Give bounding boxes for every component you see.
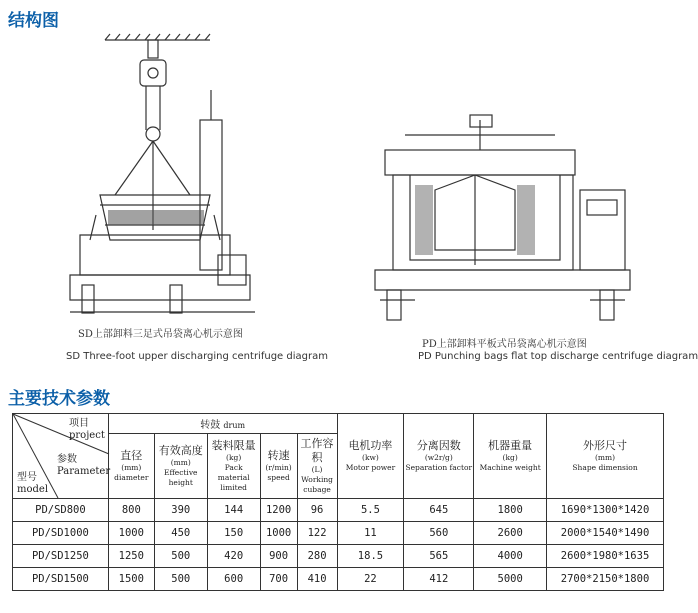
value-cell: 11: [337, 522, 404, 545]
sd-caption-en: SD Three-foot upper discharging centrifuge diagram: [66, 351, 328, 362]
value-cell: 1200: [260, 499, 297, 522]
value-cell: 280: [297, 545, 337, 568]
corner-project-cn: 项目: [69, 418, 89, 429]
value-cell: 800: [108, 499, 154, 522]
value-cell: 900: [260, 545, 297, 568]
value-cell: 144: [207, 499, 260, 522]
col-header-volume: 工作容积 (L) Working cubage: [297, 434, 337, 499]
col-header-load: 装料限量 (kg) Pack material limited: [207, 434, 260, 499]
specs-heading: 主要技术参数: [8, 389, 110, 409]
pd-caption-cn: PD上部卸料平板式吊袋离心机示意图: [422, 339, 587, 350]
corner-model-cn: 型号: [17, 472, 37, 483]
col-header-speed: 转速 (r/min) speed: [260, 434, 297, 499]
col-header-dimension: 外形尺寸 (mm) Shape dimension: [547, 414, 664, 499]
value-cell: 1800: [474, 499, 547, 522]
drum-group-header: 转鼓 drum: [108, 414, 337, 434]
value-cell: 2600*1980*1635: [547, 545, 664, 568]
value-cell: 5.5: [337, 499, 404, 522]
value-cell: 600: [207, 568, 260, 591]
value-cell: 700: [260, 568, 297, 591]
value-cell: 1250: [108, 545, 154, 568]
value-cell: 560: [404, 522, 474, 545]
corner-param-en: Parameter: [57, 466, 111, 477]
value-cell: 500: [154, 545, 207, 568]
col-header-motor: 电机功率 (kw) Motor power: [337, 414, 404, 499]
model-cell: PD/SD800: [13, 499, 109, 522]
col-header-height: 有效高度 (mm) Effective height: [154, 434, 207, 499]
value-cell: 420: [207, 545, 260, 568]
value-cell: 565: [404, 545, 474, 568]
table-row: [13, 522, 664, 545]
table-corner-header: [13, 414, 109, 499]
model-cell: PD/SD1000: [13, 522, 109, 545]
corner-model-en: model: [17, 484, 49, 495]
value-cell: 2000*1540*1490: [547, 522, 664, 545]
value-cell: 150: [207, 522, 260, 545]
sd-caption-cn: SD上部卸料三足式吊袋离心机示意图: [78, 329, 243, 340]
model-cell: PD/SD1250: [13, 545, 109, 568]
structure-heading: 结构图: [8, 11, 59, 31]
value-cell: 645: [404, 499, 474, 522]
col-header-diameter: 直径 (mm) diameter: [108, 434, 154, 499]
pd-caption-en: PD Punching bags flat top discharge centrifuge diagram: [418, 351, 698, 362]
table-row: [13, 499, 664, 522]
pd-centrifuge-diagram: [375, 115, 635, 325]
value-cell: 450: [154, 522, 207, 545]
value-cell: 22: [337, 568, 404, 591]
col-header-separation: 分离因数 (w2r/g) Separation factor: [404, 414, 474, 499]
model-cell: PD/SD1500: [13, 568, 109, 591]
table-row: [13, 545, 664, 568]
spec-table: [12, 413, 664, 591]
corner-project-en: project: [69, 430, 105, 441]
spec-table-body: [13, 499, 664, 591]
value-cell: 122: [297, 522, 337, 545]
value-cell: 1500: [108, 568, 154, 591]
value-cell: 500: [154, 568, 207, 591]
value-cell: 390: [154, 499, 207, 522]
value-cell: 96: [297, 499, 337, 522]
col-header-weight: 机器重量 (kg) Machine weight: [474, 414, 547, 499]
value-cell: 18.5: [337, 545, 404, 568]
corner-param-cn: 参数: [57, 454, 77, 465]
value-cell: 410: [297, 568, 337, 591]
value-cell: 412: [404, 568, 474, 591]
value-cell: 5000: [474, 568, 547, 591]
sd-centrifuge-diagram: [60, 30, 270, 320]
value-cell: 4000: [474, 545, 547, 568]
value-cell: 1000: [108, 522, 154, 545]
value-cell: 1000: [260, 522, 297, 545]
table-row: [13, 568, 664, 591]
value-cell: 1690*1300*1420: [547, 499, 664, 522]
value-cell: 2600: [474, 522, 547, 545]
value-cell: 2700*2150*1800: [547, 568, 664, 591]
